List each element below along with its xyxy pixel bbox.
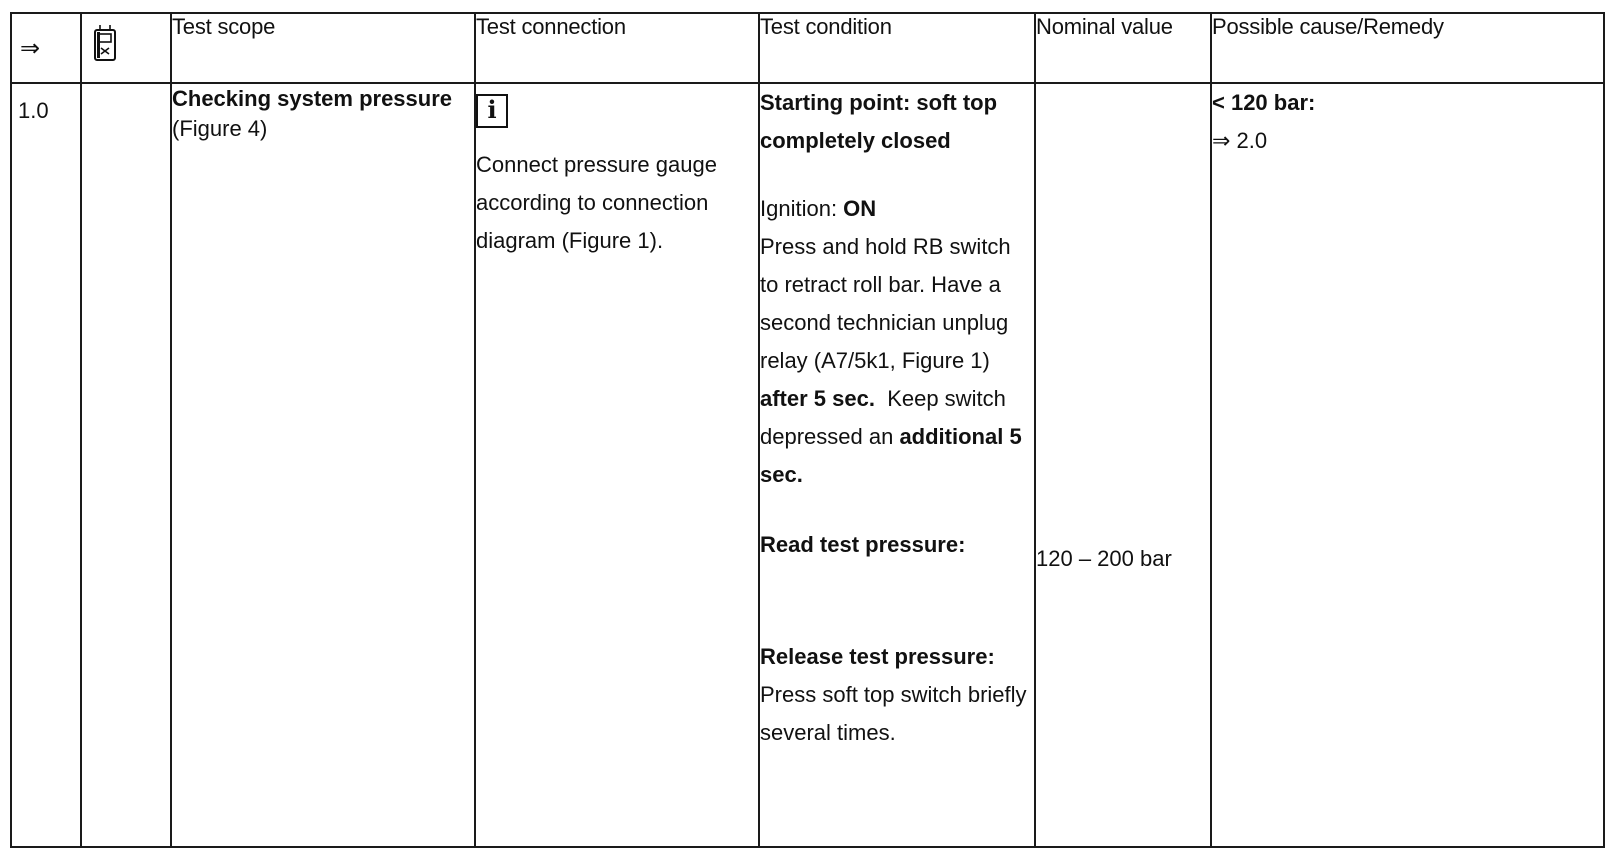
instruction-text (760, 228, 1034, 494)
connection-text: Connect pressure gauge according to connection diagram (Figure 1). (476, 152, 717, 253)
header-test-condition: Test condition (759, 13, 1035, 83)
header-test-connection: Test connection (475, 13, 759, 83)
header-tool-cell (81, 13, 171, 83)
scope-title: Checking system pressure (172, 86, 453, 111)
header-arrow: ⇒ (11, 13, 81, 83)
test-condition-cell (759, 83, 1035, 847)
release-text: Press soft top switch briefly several times. (760, 682, 1027, 745)
header-possible-cause: Possible cause/Remedy (1211, 13, 1604, 83)
test-connection-cell (475, 83, 759, 847)
read-test-pressure: Read test pressure: (760, 532, 966, 557)
remedy-arrow: ⇒ (1212, 128, 1231, 153)
table-row (11, 83, 1604, 847)
starting-point: Starting point: soft top completely closed (760, 90, 998, 153)
ignition-label: Ignition: (760, 196, 844, 221)
scope-figure-ref: (Figure 4) (172, 116, 268, 141)
instruction-part-2: Keep switch depressed an (760, 386, 1012, 449)
multimeter-tool-icon (92, 24, 170, 62)
ignition-value: ON (843, 196, 877, 221)
header-nominal-value: Nominal value (1035, 13, 1211, 83)
test-scope-cell (171, 83, 475, 847)
instruction-bold-2: additional 5 sec. (760, 424, 1022, 487)
ignition-line (760, 190, 1034, 228)
instruction-part-1: Press and hold RB switch to retract roll bar. Have a second technician unplug relay (A7/5k1, Figure 1) (760, 234, 1011, 373)
nominal-value-cell (1035, 83, 1211, 847)
possible-cause-cell (1211, 83, 1604, 847)
instruction-bold-1: after 5 sec. (760, 386, 875, 411)
remedy-condition: < 120 bar: (1212, 90, 1316, 115)
info-icon: i (476, 94, 508, 128)
remedy-step: 2.0 (1230, 128, 1268, 153)
nominal-value: 120 – 200 bar (1036, 546, 1172, 571)
table-header-row (11, 13, 1604, 83)
header-test-scope: Test scope (171, 13, 475, 83)
remedy-line (1212, 122, 1603, 160)
release-test-pressure: Release test pressure: (760, 644, 995, 669)
tool-cell (81, 83, 171, 847)
test-procedure-sheet (10, 12, 1603, 848)
step-number: 1.0 (11, 83, 81, 847)
test-procedure-table (10, 12, 1605, 848)
